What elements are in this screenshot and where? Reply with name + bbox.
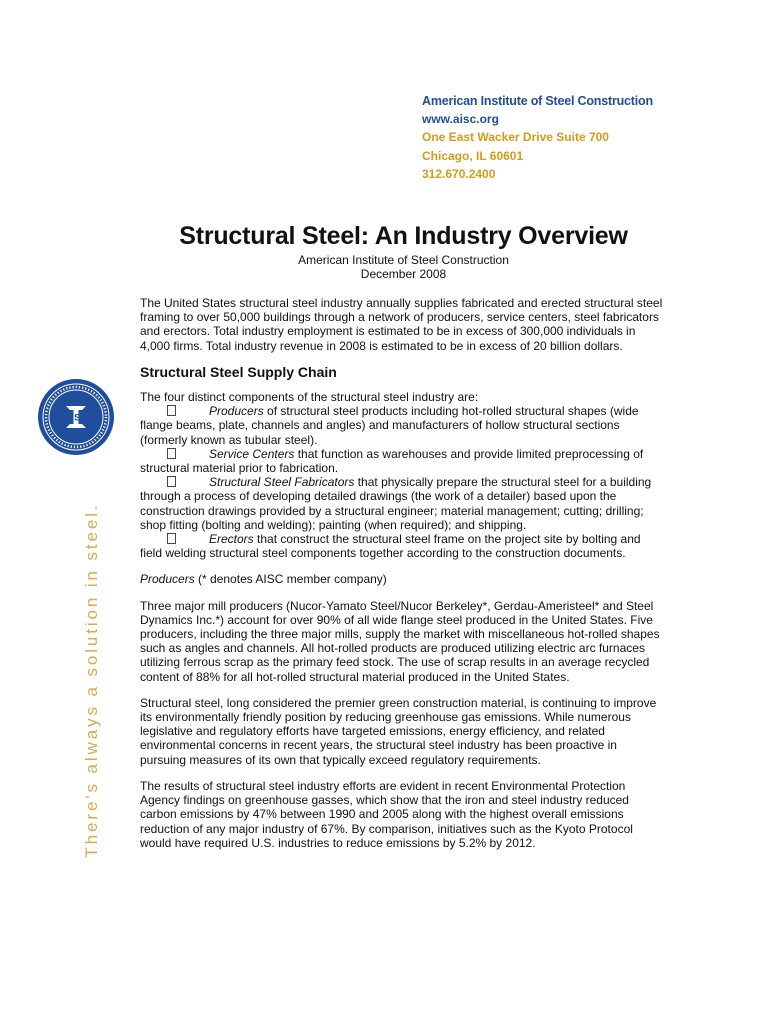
address-line-1: One East Wacker Drive Suite 700 — [422, 130, 609, 145]
aisc-seal-logo — [37, 378, 115, 456]
org-name: American Institute of Steel Construction — [422, 94, 653, 108]
producers-subheading — [140, 572, 665, 586]
list-item — [140, 475, 665, 532]
intro-paragraph: The United States structural steel industry annually supplies fabricated and erected structural steel framing to over 50,000 buildings through a network of producers, service centers, steel fabricators and erectors. Total industry employment is estimated to be in excess of 300,000 individuals in 4,000 firms. Total industry revenue in 2008 is estimated to be in excess of 20 billion dollars. — [140, 296, 663, 353]
checkbox-icon — [167, 405, 176, 416]
list-item — [140, 447, 665, 475]
letterhead — [422, 92, 762, 183]
list-item-text: of structural steel products including hot-rolled structural shapes (wide flange beams, plate, channels and angles) and manufacturers of hollow structural sections (formerly known as tubular steel). — [140, 404, 639, 447]
subtitle-org: American Institute of Steel Construction — [298, 253, 509, 267]
website-link[interactable]: www.aisc.org — [422, 112, 499, 127]
section-heading-supply-chain: Structural Steel Supply Chain — [140, 363, 337, 380]
list-item-term: Erectors — [209, 532, 254, 547]
producers-paragraph-1: Three major mill producers (Nucor-Yamato Steel/Nucor Berkeley*, Gerdau-Ameristeel* and Steel Dynamics Inc.*) account for over 90% of all wide flange steel produced in the United States. Five producers, including the three major mills, supply the market with miscellaneous hot-rolled shapes such as angles and channels. All hot-rolled products are produced utilizing electric arc furnaces utilizing ferrous scrap as the primary feed stock. The use of scrap results in an average recycled content of 88% for all hot-rolled structural material produced in the United States. — [140, 598, 660, 684]
checkbox-icon — [167, 476, 176, 487]
checkbox-icon — [167, 533, 176, 544]
document-title: Structural Steel: An Industry Overview — [179, 222, 628, 250]
list-item-term: Service Centers — [209, 446, 295, 461]
phone-number: 312.670.2400 — [422, 166, 496, 181]
supply-chain-list — [140, 404, 665, 560]
aisc-seal-icon — [37, 378, 115, 456]
producers-paragraph-2: Structural steel, long considered the premier green construction material, is continuing to improve its environmentally friendly position by reducing greenhouse gas emissions. While numerous legislative and regulatory efforts have targeted emissions, energy efficiency, and related environmental concerns in recent years, the structural steel industry has been proactive in pursuing measures of its own that typically exceed regulatory requirements. — [140, 695, 657, 767]
supply-chain-lead: The four distinct components of the structural steel industry are: — [140, 390, 479, 405]
document-subtitle — [0, 253, 768, 281]
logo-text: AISC — [64, 412, 88, 424]
list-item — [140, 404, 665, 447]
list-item-text: that function as warehouses and provide limited preprocessing of structural material prior to fabrication. — [140, 446, 644, 476]
tagline-vertical — [82, 502, 102, 858]
producers-term: Producers — [140, 572, 195, 587]
document-body — [140, 296, 665, 862]
list-item-term: Producers — [209, 404, 264, 419]
producers-note: (* denotes AISC member company) — [194, 572, 387, 587]
list-item — [140, 532, 665, 560]
subtitle-date: December 2008 — [360, 267, 447, 281]
checkbox-icon — [167, 448, 176, 459]
list-item-text: that physically prepare the structural steel for a building through a process of developing detailed drawings (the work of a detailer) based upon the construction drawings provided by a structural engineer; material management; cutting; drilling; shop fitting (bolting and welding); painting (when required); and shipping. — [140, 475, 652, 532]
producers-paragraph-3: The results of structural steel industry efforts are evident in recent Environmental Protection Agency findings on greenhouse gasses, which show that the iron and steel industry reduced carbon emissions by 47% between 1990 and 2005 along with the highest overall emissions reduction of any major industry of 67%. By comparison, initiatives such as the Kyoto Protocol would have required U.S. industries to reduce emissions by 5.2% by 2012. — [140, 778, 633, 850]
tagline-text: There's always a solution in steel. — [82, 502, 101, 858]
list-item-text: that construct the structural steel frame on the project site by bolting and field welding structural steel components together according to the construction documents. — [140, 532, 641, 561]
address-line-2: Chicago, IL 60601 — [422, 148, 524, 163]
list-item-term: Structural Steel Fabricators — [209, 475, 355, 490]
